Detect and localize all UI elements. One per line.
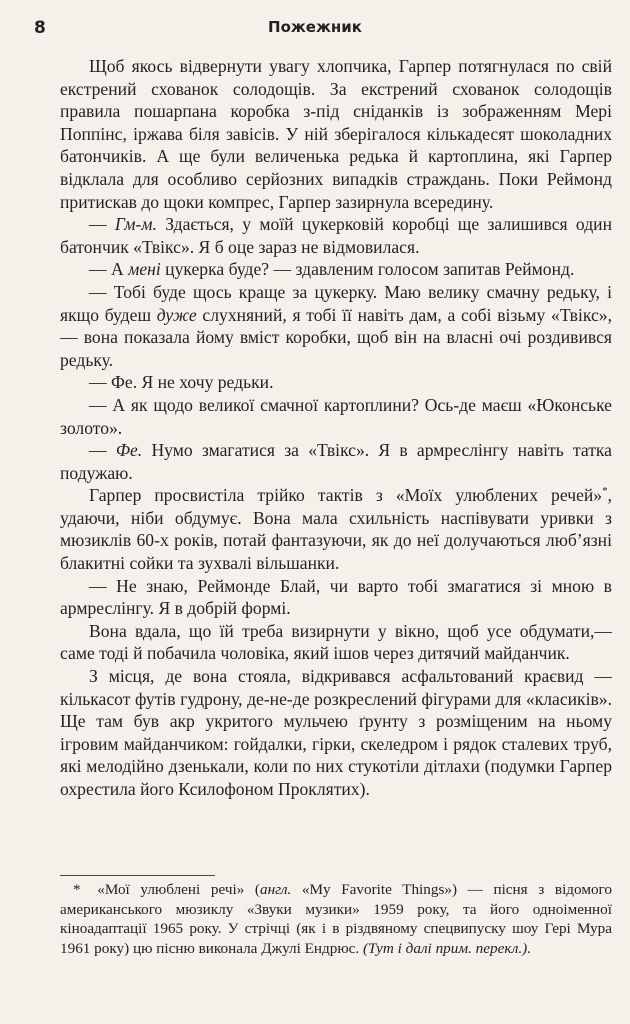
text-run: Здається, у моїй цукерковій коробці ще залишився один батончик «Твікс». Я б оце зараз не відмовилася. [60, 214, 612, 257]
italic-text: (Тут і далі прим. перекл.). [363, 939, 531, 957]
footnote-divider [60, 875, 215, 876]
text-run: Нумо змагатися за «Твікс». Я в армреслінгу навіть татка подужаю. [60, 440, 612, 483]
text-run: — Фе. Я не хочу редьки. [89, 372, 274, 393]
italic-text: англ. [259, 881, 292, 898]
italic-text: мені [128, 259, 161, 280]
body-paragraph [60, 371, 612, 394]
footnote-reference: * [602, 485, 608, 498]
body-text [60, 55, 612, 801]
running-title: Пожежник [268, 18, 362, 36]
body-paragraph [60, 258, 612, 281]
text-run: Гарпер просвистіла трійко тактів з «Моїх улюблених речей» [89, 485, 603, 506]
text-run: — Тобі буде щось краще за цукерку. Маю велику смачну редьку, і якщо будеш [60, 281, 612, 325]
italic-text: дуже [156, 304, 197, 325]
text-run: — А [89, 259, 129, 280]
body-paragraph [60, 575, 612, 620]
text-run: Вона вдала, що їй треба визирнути у вікно, щоб усе обдумати,— саме тоді й побачила чоловіка, який ішов через дитячий майданчик. [60, 620, 612, 664]
text-run: — [89, 214, 115, 235]
text-run: Щоб якось відвернути увагу хлопчика, Гарпер потягнулася по свій екстрений схованок солодощів. За екстрений схованок солодощів правила пошарпана коробка з-під сніданків із зображенням Мері Поппінс, іржава біля завісів. У ній зберігалося кількадесят шоколадних батончиків. А ще були величенька редька й картоплина, які Гарпер відклала для особливо серйозних випадків страждань. Поки Реймонд притискав до щоки компрес, Гарпер зазирнула всередину. [60, 56, 612, 212]
page-header [34, 18, 596, 46]
page-number: 8 [34, 18, 46, 38]
footnote [60, 880, 612, 958]
text-run: «My Favorite Things») — пісня з відомого американського мюзиклу «Звуки музики» 1959 року, та його одноіменної кіноадаптації 1965 року. У стрічці (як і в різдвяному спецвипуску шоу Гері Мура 1961 року) цю пісню виконала Джулі Ендрюс. [60, 881, 612, 957]
text-run: слухняний, я тобі її навіть дам, а собі візьму «Твікс»,— вона показала йому вміст коробки, щоб він на власні очі роздивився редьку. [60, 304, 612, 370]
text-run: — [89, 440, 116, 461]
body-paragraph [60, 665, 612, 801]
body-paragraph [60, 213, 612, 258]
body-paragraph [60, 55, 612, 213]
body-paragraph [60, 394, 612, 439]
text-run: — Не знаю, Реймонде Блай, чи варто тобі змагатися зі мною в армреслінгу. Я в добрій формі. [60, 575, 612, 619]
body-paragraph [60, 439, 612, 484]
footnote-mark: * [73, 881, 81, 898]
text-run: цукерка буде? — здавленим голосом запитав Реймонд. [160, 259, 575, 280]
footnote-paragraph [60, 880, 612, 958]
italic-text: Гм-м. [114, 214, 157, 235]
body-paragraph [60, 620, 612, 665]
italic-text: Фе. [115, 440, 143, 461]
text-run: З місця, де вона стояла, відкривався асфальтований краєвид — кількасот футів гудрону, де-не-де розкреслений фігурами для «класиків». Ще там був акр укритого мульчею ґрунту з розміщеним на ньому ігровим майданчиком: гойдалки, гірки, скеледром і рядок сталевих труб, які мелодійно дзенькали, коли по них стукотіли дітлахи (подумки Гарпер охрестила його Ксилофоном Проклятих). [60, 666, 612, 799]
text-run: , удаючи, ніби обдумує. Вона мала схильність наспівувати уривки з мюзиклів 60-х років, потай фантазуючи, як до неї долучаються люб’язні блакитні сойки та зухвалі вільшанки. [60, 485, 612, 574]
body-paragraph [60, 281, 612, 371]
body-paragraph [60, 484, 612, 574]
text-run: «Мої улюблені речі» ( [97, 881, 260, 898]
text-run: — А як щодо великої смачної картоплини? Ось-де маєш «Юконське золото». [60, 394, 612, 438]
